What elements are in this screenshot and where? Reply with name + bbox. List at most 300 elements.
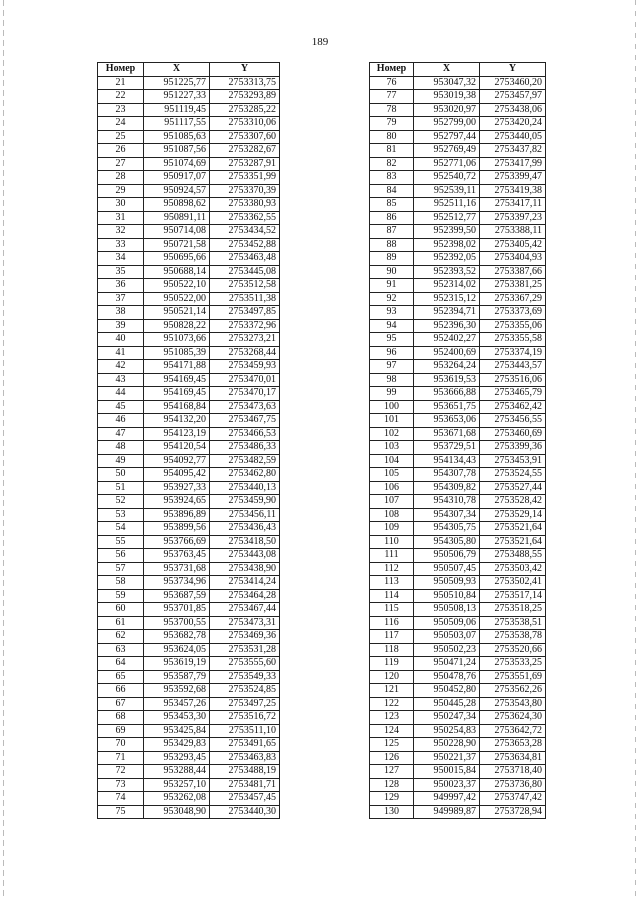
table-row (98, 630, 280, 644)
point-number-cell: 64 (98, 657, 144, 671)
table-row (370, 441, 546, 455)
point-number-cell: 130 (370, 805, 414, 819)
x-coordinate-cell: 953763,45 (144, 549, 210, 563)
point-number-cell: 41 (98, 346, 144, 360)
y-coordinate-cell: 2753464,28 (210, 589, 280, 603)
y-coordinate-cell: 2753397,23 (480, 211, 546, 225)
y-coordinate-cell: 2753517,14 (480, 589, 546, 603)
y-coordinate-cell: 2753373,69 (480, 306, 546, 320)
y-coordinate-cell: 2753531,28 (210, 643, 280, 657)
point-number-cell: 27 (98, 157, 144, 171)
table-row (370, 684, 546, 698)
table-row (370, 738, 546, 752)
y-coordinate-cell: 2753481,71 (210, 778, 280, 792)
point-number-cell: 92 (370, 292, 414, 306)
x-coordinate-cell: 953293,45 (144, 751, 210, 765)
table-body-right (370, 76, 546, 819)
x-coordinate-cell: 950521,14 (144, 306, 210, 320)
point-number-cell: 87 (370, 225, 414, 239)
table-row (98, 805, 280, 819)
table-row (98, 360, 280, 374)
point-number-cell: 58 (98, 576, 144, 590)
point-number-cell: 48 (98, 441, 144, 455)
x-coordinate-cell: 950452,80 (414, 684, 480, 698)
x-coordinate-cell: 951119,45 (144, 103, 210, 117)
x-coordinate-cell: 950015,84 (414, 765, 480, 779)
point-number-cell: 43 (98, 373, 144, 387)
y-coordinate-cell: 2753473,31 (210, 616, 280, 630)
y-coordinate-cell: 2753282,67 (210, 144, 280, 158)
point-number-cell: 125 (370, 738, 414, 752)
x-coordinate-cell: 950522,10 (144, 279, 210, 293)
point-number-cell: 29 (98, 184, 144, 198)
y-coordinate-cell: 2753488,55 (480, 549, 546, 563)
x-coordinate-cell: 951227,33 (144, 90, 210, 104)
point-number-cell: 129 (370, 792, 414, 806)
y-coordinate-cell: 2753502,41 (480, 576, 546, 590)
table-row (370, 130, 546, 144)
x-coordinate-cell: 954305,75 (414, 522, 480, 536)
x-coordinate-cell: 952399,50 (414, 225, 480, 239)
y-coordinate-cell: 2753462,80 (210, 468, 280, 482)
point-number-cell: 71 (98, 751, 144, 765)
x-coordinate-cell: 952540,72 (414, 171, 480, 185)
y-coordinate-cell: 2753482,59 (210, 454, 280, 468)
x-coordinate-cell: 953020,97 (414, 103, 480, 117)
point-number-cell: 93 (370, 306, 414, 320)
table-row (98, 400, 280, 414)
x-coordinate-cell: 953425,84 (144, 724, 210, 738)
table-row (370, 724, 546, 738)
table-row (370, 778, 546, 792)
table-row (98, 589, 280, 603)
y-coordinate-cell: 2753527,44 (480, 481, 546, 495)
y-coordinate-cell: 2753529,14 (480, 508, 546, 522)
y-coordinate-cell: 2753440,05 (480, 130, 546, 144)
point-number-cell: 74 (98, 792, 144, 806)
point-number-cell: 102 (370, 427, 414, 441)
point-number-cell: 126 (370, 751, 414, 765)
x-coordinate-cell: 954092,77 (144, 454, 210, 468)
point-number-cell: 95 (370, 333, 414, 347)
x-coordinate-cell: 950510,84 (414, 589, 480, 603)
table-row (370, 805, 546, 819)
point-number-cell: 97 (370, 360, 414, 374)
point-number-cell: 98 (370, 373, 414, 387)
table-row (370, 103, 546, 117)
y-coordinate-cell: 2753399,47 (480, 171, 546, 185)
point-number-cell: 69 (98, 724, 144, 738)
table-row (98, 414, 280, 428)
table-row (370, 468, 546, 482)
point-number-cell: 62 (98, 630, 144, 644)
point-number-cell: 77 (370, 90, 414, 104)
x-coordinate-cell: 953766,69 (144, 535, 210, 549)
x-coordinate-cell: 950917,07 (144, 171, 210, 185)
table-row (370, 319, 546, 333)
x-coordinate-cell: 952539,11 (414, 184, 480, 198)
table-row (98, 738, 280, 752)
table-row (98, 90, 280, 104)
point-number-cell: 73 (98, 778, 144, 792)
point-number-cell: 111 (370, 549, 414, 563)
x-coordinate-cell: 951085,63 (144, 130, 210, 144)
table-row (370, 373, 546, 387)
point-number-cell: 45 (98, 400, 144, 414)
x-coordinate-cell: 954095,42 (144, 468, 210, 482)
point-number-cell: 79 (370, 117, 414, 131)
y-coordinate-cell: 2753653,28 (480, 738, 546, 752)
y-coordinate-cell: 2753404,93 (480, 252, 546, 266)
x-coordinate-cell: 950695,66 (144, 252, 210, 266)
x-coordinate-cell: 950509,93 (414, 576, 480, 590)
table-row (370, 427, 546, 441)
point-number-cell: 81 (370, 144, 414, 158)
x-coordinate-cell: 952394,71 (414, 306, 480, 320)
table-row (98, 562, 280, 576)
table-row (98, 522, 280, 536)
point-number-cell: 65 (98, 670, 144, 684)
y-coordinate-cell: 2753419,38 (480, 184, 546, 198)
point-number-cell: 76 (370, 76, 414, 90)
table-row (98, 643, 280, 657)
header-number: Номер (370, 63, 414, 77)
y-coordinate-cell: 2753414,24 (210, 576, 280, 590)
table-row (98, 724, 280, 738)
table-row (370, 711, 546, 725)
point-number-cell: 66 (98, 684, 144, 698)
x-coordinate-cell: 950507,45 (414, 562, 480, 576)
table-row (98, 657, 280, 671)
y-coordinate-cell: 2753388,11 (480, 225, 546, 239)
point-number-cell: 84 (370, 184, 414, 198)
table-row (370, 211, 546, 225)
x-coordinate-cell: 953619,53 (414, 373, 480, 387)
point-number-cell: 114 (370, 589, 414, 603)
header-x: X (144, 63, 210, 77)
x-coordinate-cell: 953262,08 (144, 792, 210, 806)
y-coordinate-cell: 2753718,40 (480, 765, 546, 779)
point-number-cell: 104 (370, 454, 414, 468)
y-coordinate-cell: 2753443,57 (480, 360, 546, 374)
y-coordinate-cell: 2753516,72 (210, 711, 280, 725)
table-row (370, 535, 546, 549)
point-number-cell: 63 (98, 643, 144, 657)
point-number-cell: 117 (370, 630, 414, 644)
y-coordinate-cell: 2753370,39 (210, 184, 280, 198)
y-coordinate-cell: 2753521,64 (480, 522, 546, 536)
y-coordinate-cell: 2753459,93 (210, 360, 280, 374)
table-row (98, 225, 280, 239)
y-coordinate-cell: 2753473,63 (210, 400, 280, 414)
y-coordinate-cell: 2753555,60 (210, 657, 280, 671)
point-number-cell: 107 (370, 495, 414, 509)
y-coordinate-cell: 2753287,91 (210, 157, 280, 171)
x-coordinate-cell: 953701,85 (144, 603, 210, 617)
y-coordinate-cell: 2753268,44 (210, 346, 280, 360)
y-coordinate-cell: 2753438,90 (210, 562, 280, 576)
x-coordinate-cell: 954309,82 (414, 481, 480, 495)
x-coordinate-cell: 953734,96 (144, 576, 210, 590)
table-row (370, 549, 546, 563)
y-coordinate-cell: 2753285,22 (210, 103, 280, 117)
x-coordinate-cell: 950721,58 (144, 238, 210, 252)
table-row (370, 481, 546, 495)
y-coordinate-cell: 2753642,72 (480, 724, 546, 738)
y-coordinate-cell: 2753497,25 (210, 697, 280, 711)
point-number-cell: 70 (98, 738, 144, 752)
x-coordinate-cell: 953700,55 (144, 616, 210, 630)
page-number: 189 (311, 36, 329, 48)
x-coordinate-cell: 951074,69 (144, 157, 210, 171)
y-coordinate-cell: 2753470,17 (210, 387, 280, 401)
y-coordinate-cell: 2753634,81 (480, 751, 546, 765)
point-number-cell: 119 (370, 657, 414, 671)
point-number-cell: 23 (98, 103, 144, 117)
y-coordinate-cell: 2753355,06 (480, 319, 546, 333)
table-row (370, 225, 546, 239)
point-number-cell: 103 (370, 441, 414, 455)
y-coordinate-cell: 2753538,78 (480, 630, 546, 644)
y-coordinate-cell: 2753562,26 (480, 684, 546, 698)
point-number-cell: 42 (98, 360, 144, 374)
y-coordinate-cell: 2753313,75 (210, 76, 280, 90)
y-coordinate-cell: 2753465,79 (480, 387, 546, 401)
y-coordinate-cell: 2753491,65 (210, 738, 280, 752)
x-coordinate-cell: 954169,45 (144, 373, 210, 387)
point-number-cell: 123 (370, 711, 414, 725)
table-row (370, 292, 546, 306)
table-row (98, 535, 280, 549)
x-coordinate-cell: 950502,23 (414, 643, 480, 657)
y-coordinate-cell: 2753518,25 (480, 603, 546, 617)
point-number-cell: 122 (370, 697, 414, 711)
table-row (370, 616, 546, 630)
y-coordinate-cell: 2753436,43 (210, 522, 280, 536)
table-row (98, 616, 280, 630)
point-number-cell: 101 (370, 414, 414, 428)
y-coordinate-cell: 2753511,38 (210, 292, 280, 306)
x-coordinate-cell: 953924,65 (144, 495, 210, 509)
point-number-cell: 85 (370, 198, 414, 212)
table-row (98, 481, 280, 495)
x-coordinate-cell: 953899,56 (144, 522, 210, 536)
x-coordinate-cell: 950506,79 (414, 549, 480, 563)
point-number-cell: 37 (98, 292, 144, 306)
x-coordinate-cell: 954123,19 (144, 427, 210, 441)
table-row (370, 198, 546, 212)
y-coordinate-cell: 2753351,99 (210, 171, 280, 185)
table-row (98, 765, 280, 779)
y-coordinate-cell: 2753457,97 (480, 90, 546, 104)
table-row (370, 697, 546, 711)
x-coordinate-cell: 952400,69 (414, 346, 480, 360)
table-row (98, 778, 280, 792)
table-row (370, 184, 546, 198)
x-coordinate-cell: 952797,44 (414, 130, 480, 144)
x-coordinate-cell: 953682,78 (144, 630, 210, 644)
x-coordinate-cell: 953587,79 (144, 670, 210, 684)
y-coordinate-cell: 2753420,24 (480, 117, 546, 131)
x-coordinate-cell: 950471,24 (414, 657, 480, 671)
x-coordinate-cell: 953729,51 (414, 441, 480, 455)
point-number-cell: 105 (370, 468, 414, 482)
table-row (98, 508, 280, 522)
y-coordinate-cell: 2753456,55 (480, 414, 546, 428)
table-row (370, 387, 546, 401)
y-coordinate-cell: 2753521,64 (480, 535, 546, 549)
y-coordinate-cell: 2753543,80 (480, 697, 546, 711)
y-coordinate-cell: 2753440,30 (210, 805, 280, 819)
table-row (370, 643, 546, 657)
header-number: Номер (98, 63, 144, 77)
point-number-cell: 55 (98, 535, 144, 549)
x-coordinate-cell: 954169,45 (144, 387, 210, 401)
x-coordinate-cell: 954134,43 (414, 454, 480, 468)
table-header-row (98, 63, 280, 77)
x-coordinate-cell: 950688,14 (144, 265, 210, 279)
table-row (98, 279, 280, 293)
x-coordinate-cell: 953457,26 (144, 697, 210, 711)
table-row (370, 765, 546, 779)
x-coordinate-cell: 950509,06 (414, 616, 480, 630)
point-number-cell: 112 (370, 562, 414, 576)
x-coordinate-cell: 952771,06 (414, 157, 480, 171)
x-coordinate-cell: 952314,02 (414, 279, 480, 293)
table-row (98, 427, 280, 441)
point-number-cell: 116 (370, 616, 414, 630)
table-row (370, 144, 546, 158)
table-row (370, 265, 546, 279)
point-number-cell: 120 (370, 670, 414, 684)
table-row (370, 171, 546, 185)
point-number-cell: 89 (370, 252, 414, 266)
y-coordinate-cell: 2753512,58 (210, 279, 280, 293)
x-coordinate-cell: 954307,34 (414, 508, 480, 522)
y-coordinate-cell: 2753470,01 (210, 373, 280, 387)
y-coordinate-cell: 2753417,11 (480, 198, 546, 212)
coordinates-table-right (369, 62, 546, 819)
table-row (370, 792, 546, 806)
y-coordinate-cell: 2753533,25 (480, 657, 546, 671)
point-number-cell: 39 (98, 319, 144, 333)
point-number-cell: 80 (370, 130, 414, 144)
x-coordinate-cell: 950254,83 (414, 724, 480, 738)
y-coordinate-cell: 2753497,85 (210, 306, 280, 320)
point-number-cell: 96 (370, 346, 414, 360)
point-number-cell: 57 (98, 562, 144, 576)
table-row (98, 576, 280, 590)
x-coordinate-cell: 950924,57 (144, 184, 210, 198)
x-coordinate-cell: 952315,12 (414, 292, 480, 306)
x-coordinate-cell: 950478,76 (414, 670, 480, 684)
x-coordinate-cell: 953927,33 (144, 481, 210, 495)
x-coordinate-cell: 953896,89 (144, 508, 210, 522)
table-row (98, 130, 280, 144)
table-row (370, 522, 546, 536)
y-coordinate-cell: 2753452,88 (210, 238, 280, 252)
y-coordinate-cell: 2753520,66 (480, 643, 546, 657)
table-row (370, 306, 546, 320)
y-coordinate-cell: 2753457,45 (210, 792, 280, 806)
point-number-cell: 51 (98, 481, 144, 495)
y-coordinate-cell: 2753466,53 (210, 427, 280, 441)
table-row (98, 184, 280, 198)
table-row (370, 333, 546, 347)
x-coordinate-cell: 954120,54 (144, 441, 210, 455)
table-row (98, 373, 280, 387)
table-row (370, 360, 546, 374)
point-number-cell: 72 (98, 765, 144, 779)
x-coordinate-cell: 953671,68 (414, 427, 480, 441)
table-row (98, 549, 280, 563)
table-row (370, 670, 546, 684)
x-coordinate-cell: 951225,77 (144, 76, 210, 90)
table-row (98, 211, 280, 225)
x-coordinate-cell: 949989,87 (414, 805, 480, 819)
header-y: Y (210, 63, 280, 77)
point-number-cell: 109 (370, 522, 414, 536)
y-coordinate-cell: 2753381,25 (480, 279, 546, 293)
x-coordinate-cell: 950898,62 (144, 198, 210, 212)
y-coordinate-cell: 2753437,82 (480, 144, 546, 158)
y-coordinate-cell: 2753488,19 (210, 765, 280, 779)
y-coordinate-cell: 2753418,50 (210, 535, 280, 549)
point-number-cell: 124 (370, 724, 414, 738)
point-number-cell: 75 (98, 805, 144, 819)
point-number-cell: 54 (98, 522, 144, 536)
table-row (370, 346, 546, 360)
y-coordinate-cell: 2753434,52 (210, 225, 280, 239)
point-number-cell: 56 (98, 549, 144, 563)
point-number-cell: 59 (98, 589, 144, 603)
point-number-cell: 53 (98, 508, 144, 522)
x-coordinate-cell: 954171,88 (144, 360, 210, 374)
scan-edge-left (3, 0, 4, 898)
y-coordinate-cell: 2753374,19 (480, 346, 546, 360)
point-number-cell: 78 (370, 103, 414, 117)
y-coordinate-cell: 2753503,42 (480, 562, 546, 576)
table-row (98, 333, 280, 347)
table-row (98, 454, 280, 468)
point-number-cell: 24 (98, 117, 144, 131)
table-row (370, 117, 546, 131)
point-number-cell: 61 (98, 616, 144, 630)
table-row (370, 454, 546, 468)
y-coordinate-cell: 2753453,91 (480, 454, 546, 468)
y-coordinate-cell: 2753551,69 (480, 670, 546, 684)
y-coordinate-cell: 2753467,75 (210, 414, 280, 428)
table-body-left (98, 76, 280, 819)
x-coordinate-cell: 953687,59 (144, 589, 210, 603)
table-row (98, 387, 280, 401)
table-row (98, 603, 280, 617)
table-row (370, 76, 546, 90)
y-coordinate-cell: 2753549,33 (210, 670, 280, 684)
x-coordinate-cell: 953019,38 (414, 90, 480, 104)
table-row (98, 495, 280, 509)
table-row (370, 603, 546, 617)
y-coordinate-cell: 2753528,42 (480, 495, 546, 509)
table-row (370, 279, 546, 293)
point-number-cell: 82 (370, 157, 414, 171)
x-coordinate-cell: 952398,02 (414, 238, 480, 252)
x-coordinate-cell: 954132,20 (144, 414, 210, 428)
point-number-cell: 128 (370, 778, 414, 792)
y-coordinate-cell: 2753443,08 (210, 549, 280, 563)
table-row (370, 414, 546, 428)
point-number-cell: 26 (98, 144, 144, 158)
